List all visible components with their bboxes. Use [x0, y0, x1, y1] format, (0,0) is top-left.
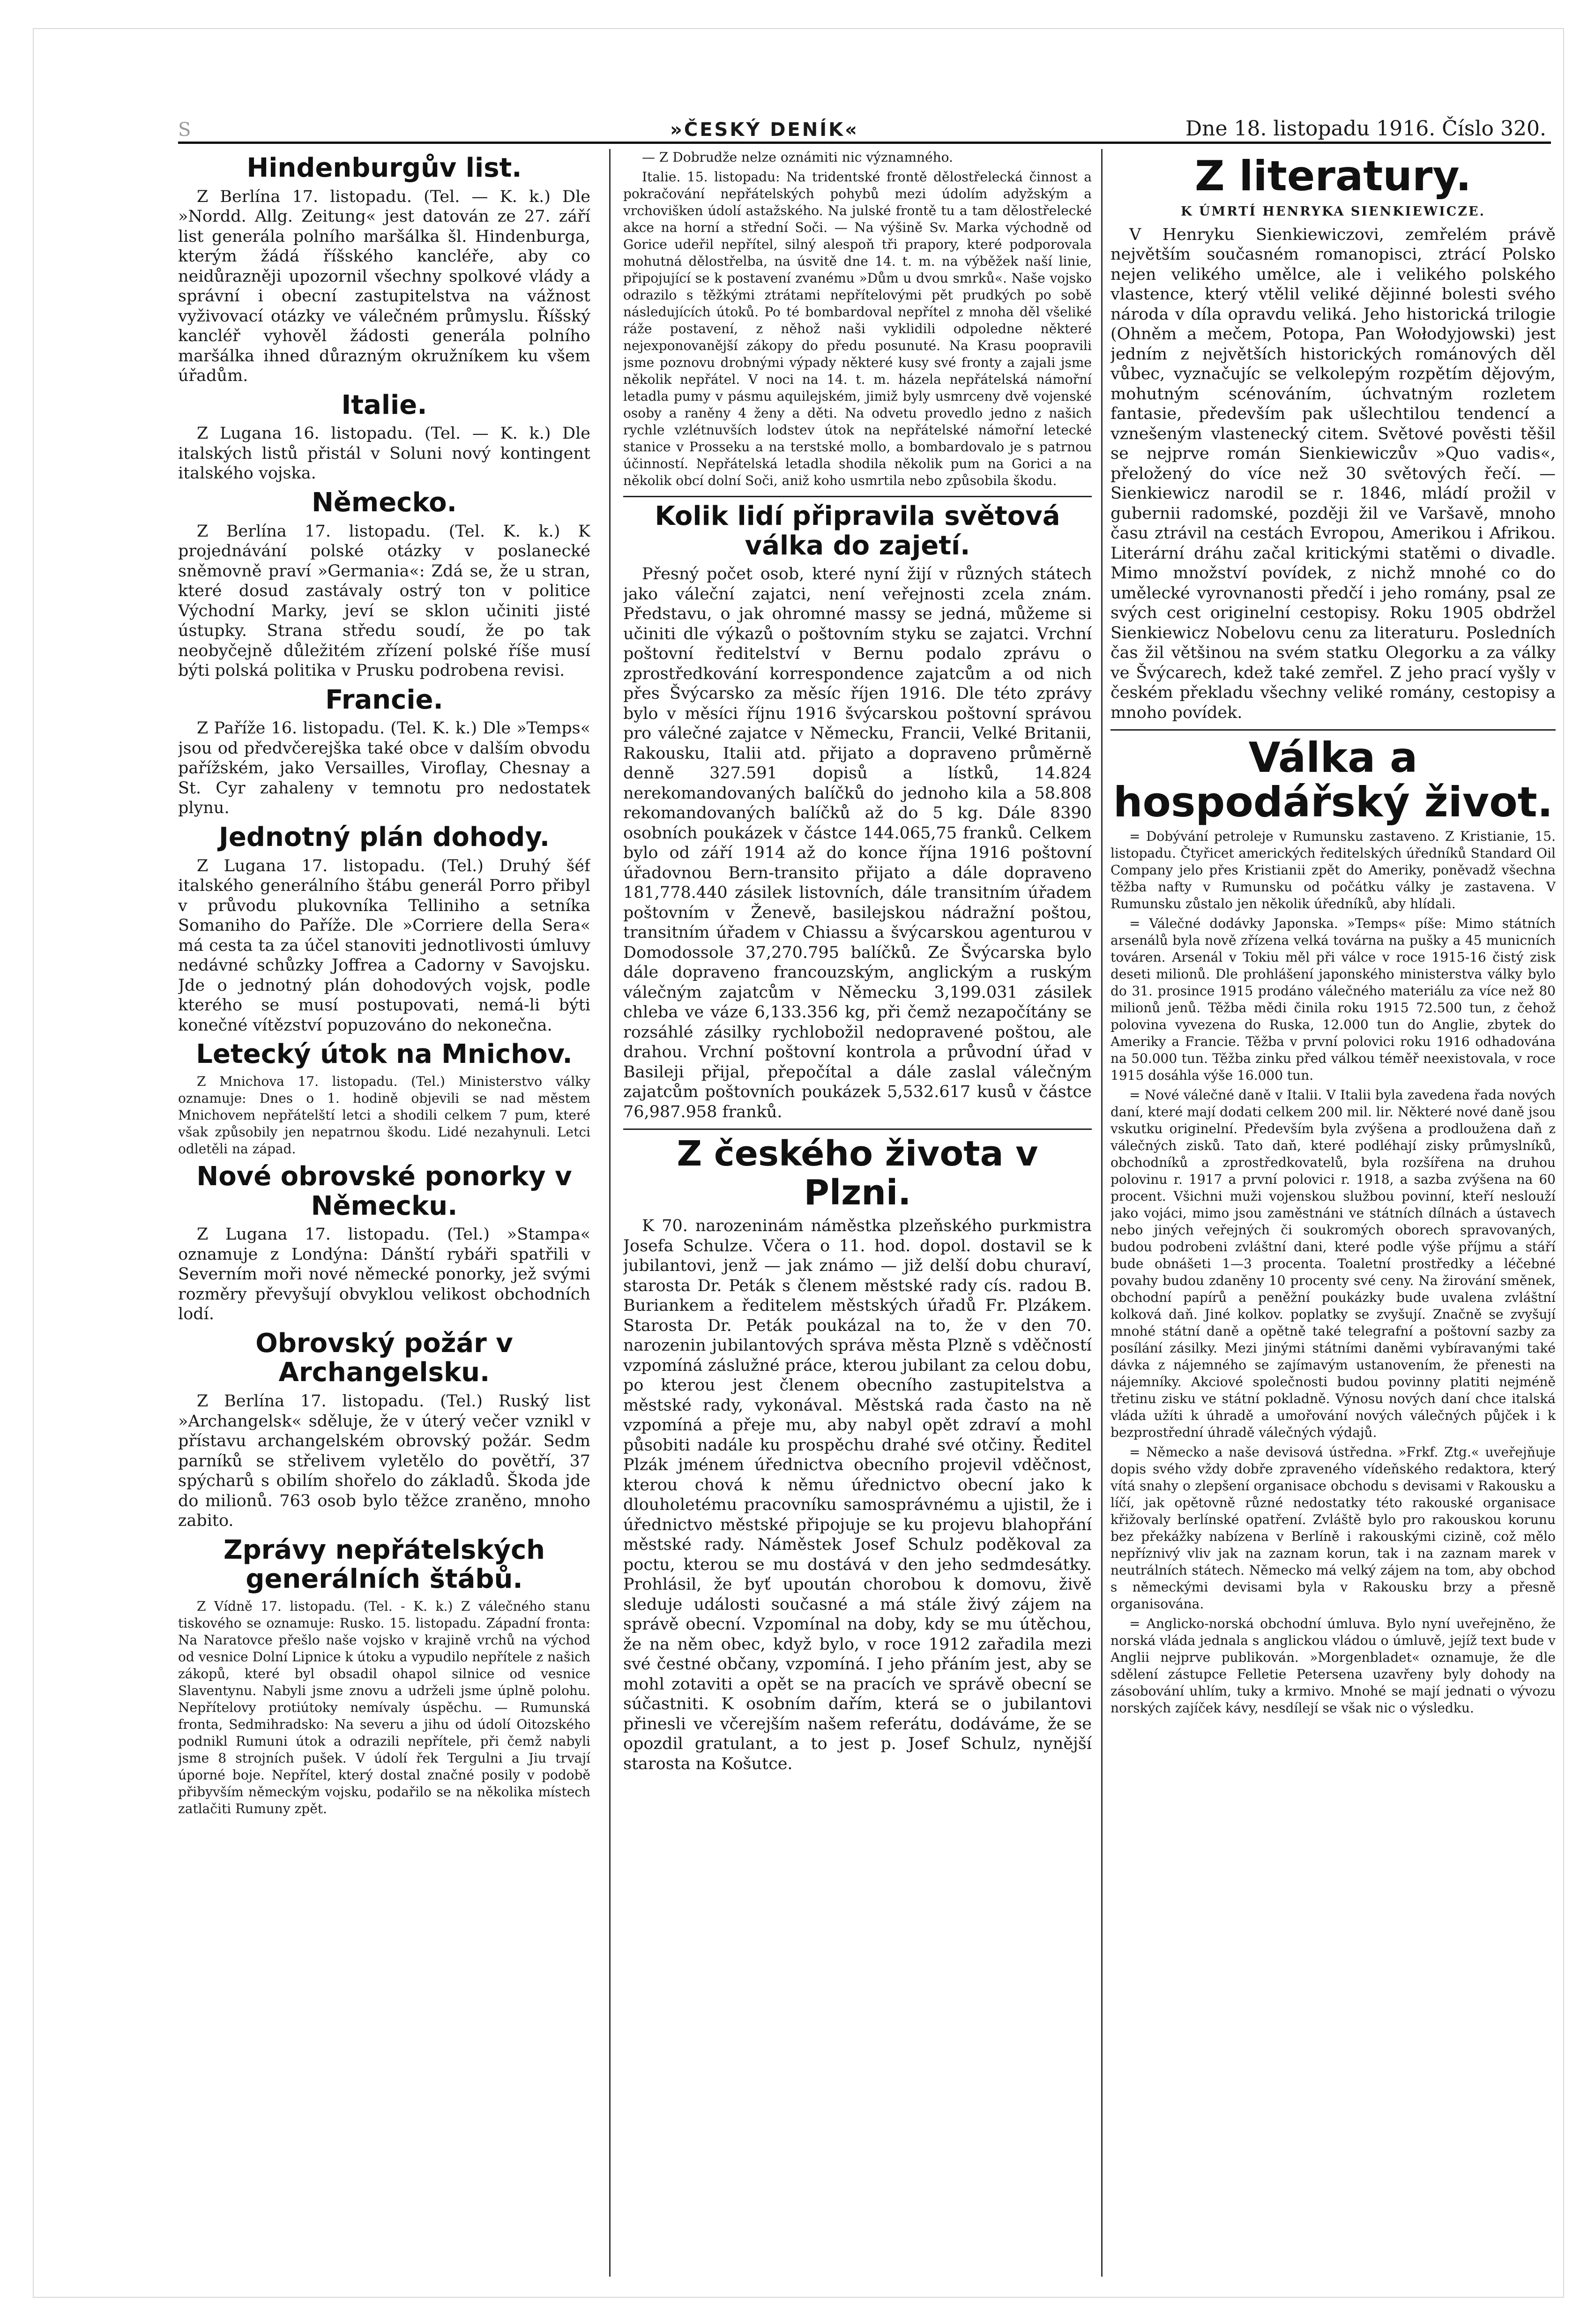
issue-date: Dne 18. listopadu 1916. Číslo 320. — [1185, 117, 1546, 141]
article-headline: Německo. — [312, 487, 457, 518]
article-paragraph: Z Lugana 17. listopadu. (Tel.) »Stampa« oznamuje z Londýna: Dánští rybáři spatřili v Severním moři nové německé ponorky, jež svými rozměry převyšují obvyklou velikost obchodních lodí. — [178, 1225, 590, 1324]
article-paragraph: Z Mnichova 17. listopadu. (Tel.) Ministerstvo války oznamuje: Dnes o 1. hodině objevili se nad městem Mnichovem nepřátelští letci a shodili celkem 7 pum, které však způsobily jen nepatrnou škodu. Lidé nezahynuli. Letci odletěli na západ. — [178, 1073, 590, 1157]
article-paragraph: Z Berlína 17. listopadu. (Tel.) Ruský list »Archangelsk« sděluje, že v úterý večer vznikl v přístavu archangelském obrovský požár. Sedm parníků se střelivem vyletělo do povětří, 37 spýcharů s obilím shořelo do základů. Škoda jde do milionů. 763 osob bylo těžce zraněno, mnoho zabito. — [178, 1392, 590, 1531]
article-headline: Obrovský požár v Archangelsku. — [255, 1328, 513, 1388]
article-headline: Válka a hospodářský život. — [1113, 733, 1553, 827]
article-paragraph: Z Paříže 16. listopadu. (Tel. K. k.) Dle »Temps« jsou od předvčerejška také obce v dalším obvodu pařížském, jako Versailles, Viroflay, Chesnay a St. Cyr zahaleny v temnotu pro nedostatek plynu. — [178, 719, 590, 818]
newspaper-name: »ČESKÝ DENÍK« — [670, 119, 859, 141]
column-divider — [609, 149, 611, 2277]
article-paragraph: Z Berlína 17. listopadu. (Tel. K. k.) K projednávání polské otázky v poslanecké sněmovně praví »Germania«: Zdá se, že u stran, které dosud zastávaly ostrý ton v politice Východní Marky, jeví se sklon učiniti jisté ústupky. Strana středu soudí, že po tak neobyčejně důležitém zřízení polské říše musí býti polská politika v Prusku podrobena revisi. — [178, 522, 590, 680]
article-paragraph: = Anglicko-norská obchodní úmluva. Bylo nyní uveřejněno, že norská vláda jednala s anglickou vládou o úmluvě, jejíž text bude v Anglii nejprve publikován. »Morgenbladet« oznamuje, že dle sdělení zástupce Felletie Petersena uzavřeny byly dohody na zásobování uhlím, tuky a krmivo. Mnohé se mají jednati o vývozu norských zajíček kávy, nesdílejí se však nic o výsledku. — [1111, 1616, 1556, 1716]
article-headline: Z literatury. — [1194, 152, 1472, 200]
article-headline: Nové obrovské ponorky v Německu. — [196, 1161, 572, 1221]
article-headline: Jednotný plán dohody. — [219, 822, 550, 852]
article-paragraph: K 70. narozeninám náměstka plzeňského purkmistra Josefa Schulze. Včera o 11. hod. dopol. dostavil se k jubilantovi, jenž — jak známo — již delší dobu churaví, starosta Dr. Peták s členem městské rady cís. radou B. Buriankem a ředitelem městských úřadů Fr. Plzákem. Starosta Dr. Peták poukázal na to, že v den 70. narozenin jubilantových správa města Plzně s vděčností vzpomíná záslužné práce, kterou jubilant za celou dobu, po kterou jest členem obecního zastupitelstva a městské rady, vykonával. Městská rada často na ně vzpomíná a přeje mu, aby nabyl opět zdraví a mohl působiti nadále ku prospěchu drahé své otčiny. Ředitel Plzák jménem úřednictva obecního projevil vděčnost, kterou chová k němu úřednictvo obecní jako k dlouholetému pracovníku samosprávnému a ujistil, že i úřednictvo městské připojuje se ku projevu blahopřání městské rady. Náměstek Josef Schulz poděkoval za poctu, kterou se mu dostává v den jeho sedmdesátky. Prohlásil, že byť upoután chorobou k domovu, živě sleduje události současné a má stále živý zájem na správě obecní. Vzpomínal na doby, kdy se mu útěchou, že na něm obec, když bylo, v roce 1912 zařadila mezi své čestné občany, vzpomíná. I jeho přáním jest, aby se mohl zotaviti a opět se na pracích ve správě obecní se súčastniti. K osobním dařím, která se o jubilantovi přinesli ve včerejším našem referátu, dodáváme, že se opozdil gratulant, a to jest p. Josef Schulz, nynější starosta na Košutce. — [623, 1217, 1092, 1773]
article-subtitle: K ÚMRTÍ HENRYKA SIENKIEWICZE. — [1181, 204, 1485, 219]
article-paragraph: Italie. 15. listopadu: Na tridentské frontě dělostřelecká činnost a pokračování nepřátelských pohybů mezi údolím adyžským a vrchovišken údolí astažského. Na julské frontě tu a tam dělostřelecké akce na horní a střední Soči. — Na výšině Sv. Marka východně od Gorice udeřil nepřítel, silný alespoň tři prapory, které podporovala mohutná dělostřelba, na úsvitě dne 14. t. m. na výběžek naší linie, připojující se k postavení zvanému »Dům u dvou smrků«. Naše vojsko odrazilo s těžkými ztrátami nepřítelovými pět prudkých po sobě následujících útoků. Po té bombardoval nepřítel z mnoha děl všeliké ráže postavení, z něhož naši vyklidili odpoledne některé nejexponovanější zákopy do předu posunuté. Na Krasu poopravili jsme poznovu drobnými výpady některé kusy své fronty a zajali jsme několik nepřátel. V noci na 14. t. m. házela nepřátelská námořní letadla pumy v pásmu aquilejském, jimiž byly usmrceny dvě vojenské osoby a raněny 4 ženy a děti. Na odvetu provedlo jedno z našich rychle vzlétnuvších lodstev útok na nepřátelské námořní letecké stanice v Prosseku a na terstské mollo, a bombardovalo je s patrnou účinností. Nepřátelská letadla shodila několik pum na Gorici a na několik obcí dolní Soči, aniž koho usmrtila nebo způsobila škodu. — [623, 169, 1092, 488]
article-paragraph: Z Vídně 17. listopadu. (Tel. - K. k.) Z válečného stanu tiskového se oznamuje: Rusko. 15. listopadu. Západní fronta: Na Naratovce přešlo naše vojsko v krajině vrchů na východ od vesnice Dolní Lipnice k útoku a vypudilo nepřítele z našich zákopů, které byl obsadil ohapol silnice od vesnice Slaventynu. Nabyli jsme znovu a udrželi jsme úplně polohu. Nepřítelovy protiútoky nemívaly úspěchu. — Rumunská fronta, Sedmihradsko: Na severu a jihu od údolí Oitozského podnikl Rumuni útok a odrazili nepřítele, při čemž nabyli jsme 8 strojních pušek. V údolí řek Tergulni a Jiu trvají úporné boje. Nepřítel, který dostal značné posily v podobě přibyvším německým vojsku, podařilo se na několika místech zatlačiti Rumuny zpět. — [178, 1599, 590, 1817]
column-2 — [623, 149, 1092, 2277]
article-paragraph: Z Lugana 16. listopadu. (Tel. — K. k.) Dle italských listů přistál v Soluni nový kontingent italského vojska. — [178, 424, 590, 483]
article-paragraph: = Nové válečné daně v Italii. V Italii byla zavedena řada nových daní, které mají dodati celkem 200 mil. lir. Některé nové daně jsou vskutku originelní. Především byla zvýšena a prodloužena daň z válečných zisků. Tato daň, které podléhají zisky průmyslníků, obchodníků a zprostředkovatelů, byla rozšířena na druhou polovinu r. 1917 a první polovici r. 1918, a sazba zvýšena na 60 procent. Všichni muži vojenskou službou povinní, kteří neslouží jako vojáci, mimo jsou zaměstnáni ve státních dílnách a ústavech nebo jiných veřejných či soukromých oborech spravovaných, budou podrobeni zvláštní dani, které podle výše příjmu a stáří bude obnášeti 1—3 procenta. Toaletní prostředky a léčebné povahy budou zdaněny 10 procenty své ceny. Na žirování směnek, obchodní papírů a peněžní poukázky bude uvalena zvláštní kolková daň. Jiné kolkov. poplatky se zvyšují. Značně se zvyšují mnohé státní daně a opětně také telegrafní a poštovní sazby za posílání zásilky. Mezi jinými státními daněmi vybíravanými také dávka z nájemného se zajímavým ustanovením, že přenesti na nájemníky. Akciové společnosti budou povinny platiti nejméně třetinu zisku ve státní pokladně. Výnosu nových daní chce italská vláda užíti k úhradě a umořování nových válečných půjček i k bezprostřední úhradě válečných výdajů. — [1111, 1087, 1556, 1441]
article-headline: Hindenburgův list. — [246, 153, 522, 183]
article-paragraph: = Německo a naše devisová ústředna. »Frkf. Ztg.« uveřejňuje dopis svého vždy dobře zpraveného vídeňského redaktora, který vítá snahy o zlepšení organisace obchodu s devisami v Rakousku a líčí, jak opětovně různé nedostatky této rakouské organisace křižovaly berlínské opatření. Zvláště bylo pro rakouskou korunu bez překážky nabízena v Berlíně i rakouskými cizině, což mělo nepříznivý vliv jak na zaznam korun, tak i na zaznam marek v neutrálních státech. Německo má velký zájem na tom, aby obchod s německými devisami byla v Rakousku brzy a přesně organisována. — [1111, 1444, 1556, 1612]
article-paragraph: Z Lugana 17. listopadu. (Tel.) Druhý šéf italského generálního štábu generál Porro přibyl v průvodu plukovníka Telliniho a setníka Somaniho do Paříže. Dle »Corriere della Sera« má cesta ta za účel stanoviti jednotlivosti úmluvy nedávné schůzky Joffrea a Cadorny v Savojsku. Jde o jednotný plán dohodových vojsk, podle kterého se musí postupovati, nemá-li býti konečné vítězství popuzováno do nekonečna. — [178, 856, 590, 1035]
section-separator — [623, 1128, 1092, 1130]
article-headline: Italie. — [341, 389, 427, 420]
article-paragraph: V Henryku Sienkiewiczovi, zemřelém právě největším současném romanopisci, ztrácí Polsko nejen velikého umělce, ale i velikého polského vlastence, který vtělil veliké dějinné bolesti svého národa v díla opravdu veliká. Jeho historická trilogie (Ohněm a mečem, Potopa, Pan Wołodyjowski) jest jedním z největších historických románových děl vůbec, vyznačujíc se velkolepým rozpětím dějovým, mohutným scénováním, úchvatným rozletem fantasie, především pak ušlechtilou tendencí a vznešeným vlastenecký citem. Světové pověsti těšil se nejprve román Sienkiewiczův »Quo vadis«, přeložený do více než 30 světových řečí. — Sienkiewicz narodil se r. 1846, mládí prožil v gubernii radomské, později žil ve Varšavě, mnoho času ztrávil na cestách Evropou, Amerikou i Afrikou. Literární dráhu začal kritickými statěmi o divadle. Mimo množství povídek, z nichž mnohé co do umělecké vyrovnanosti předčí i jeho romány, psal ze svých cest originelní cestopisy. Roku 1905 obdržel Sienkiewicz Nobelovu cenu za literaturu. Posledních čas žil většinou na svém statku Olegorku a za války ve Švýcarech, kdež také zemřel. Z jeho prací vyšly v českém překladu všechny veliké romány, cestopisy a mnoho povídek. — [1111, 225, 1556, 722]
article-paragraph: Přesný počet osob, které nyní žijí v různých státech jako váleční zajatci, není veřejnosti zcela znám. Představu, o jak ohromné massy se jedná, můžeme si učiniti dle výkazů o poštovním styku se zajatci. Vrchní poštovní ředitelství v Bernu podalo zprávu o zprostředkování korrespondence zajatcům a od nich přes Švýcarsko za měsíc říjen 1916. Dle této zprávy bylo v měsíci říjnu 1916 švýcarskou poštovní správou pro válečné zajatce v Německu, Francii, Velké Britanii, Rakousku, Italii atd. přijato a dopraveno průměrně denně 327.591 dopisů a lístků, 14.824 nerekomandovaných balíčků do jednoho kila a 58.808 rekomandovaných balíčků až do 5 kg. Dále 8390 osobních poukázek v částce 144.065,75 franků. Celkem bylo od září 1914 až do konce října 1916 poštovní úřadovnou Bern-transito přijato a dále dopraveno 181,778.440 zásilek listovních, dále transitním úřadem poštovním v Ženevě, basilejskou nádražní poštou, transitním úřadem v Chiassu a švýcarskou agenturou v Domodossole 37,270.795 balíčků. Ze Švýcarska bylo dále dopraveno francouzským, anglickým a ruským válečným zajatcům v Německu 3,199.031 zásilek chleba ve váze 6,133.356 kg, při čemž nezapočítány se rozsáhlé zásilky rychlobožil nedopravené poštou, ale drahou. Vrchní poštovní kontrola a průvodní úřad v Basileji přijal, přepočítal a dále zaslal válečným zajatcům poštovních poukázek 5,532.617 kusů v částce 76,987.958 franků. — [623, 565, 1092, 1121]
column-divider — [1101, 149, 1103, 2277]
column-1 — [178, 149, 590, 2277]
article-headline: Zprávy nepřátelských generálních štábů. — [223, 1534, 545, 1595]
article-paragraph: = Dobývání petroleje v Rumunsku zastaveno. Z Kristianie, 15. listopadu. Čtyřicet amerických ředitelských úředníků Standard Oil Company jelo přes Kristianii zpět do Ameriky, poněvadž všechna těžba nafty v Rumunsku od počátku války je zastavena. V Rumunsku zůstalo jen několik úředníků, aby hlídali. — [1111, 829, 1556, 912]
article-headline: Francie. — [325, 684, 443, 715]
article-headline: Kolik lidí připravila světová válka do zajetí. — [655, 501, 1060, 561]
section-separator — [623, 496, 1092, 497]
article-paragraph: — Z Dobrudže nelze oznámiti nic významného. — [642, 149, 953, 165]
header-rule — [178, 142, 1551, 144]
article-paragraph: Z Berlína 17. listopadu. (Tel. — K. k.) Dle »Nordd. Allg. Zeitung« jest datován ze 27. září list generála polního maršálka šl. Hindenburga, kterým žádá říšského kancléře, aby co neidůrazněji upozornil všechny spolkové vlády a správní i obecní zastupitelstva na vážnost vyživovací otázky ve válečném průmyslu. Říšský kancléř vyhověl žádosti generála polního maršálka ihned důrazným okružníkem ku všem úřadům. — [178, 187, 590, 386]
article-headline: Z českého života v Plzni. — [677, 1134, 1038, 1213]
masthead — [178, 103, 1546, 141]
section-separator — [1111, 729, 1556, 731]
article-headline: Letecký útok na Mnichov. — [196, 1039, 573, 1070]
article-paragraph: = Válečné dodávky Japonska. »Temps« píše: Mimo státních arsenálů byla nově zřízena velká továrna na pušky a 45 municních továren. Arsenál v Tokiu měl při válce v roce 1915-16 čistý zisk deseti milionů. Dle prohlášení japonského ministerstva války bylo do 31. prosince 1915 prodáno válečného materiálu za více než 80 milionů jenů. Těžba mědi činila roku 1915 72.500 tun, z čehož polovina vyvezena do Ruska, 12.000 tun do Anglie, zbytek do Ameriky a Francie. Těžba v první polovici roku 1916 odhadována na 50.000 tun. Těžba zinku před válkou téměř neexistovala, v roce 1915 dosáhla výše 16.000 tun. — [1111, 916, 1556, 1084]
column-3 — [1111, 149, 1556, 2277]
page-marker: S — [178, 119, 198, 141]
